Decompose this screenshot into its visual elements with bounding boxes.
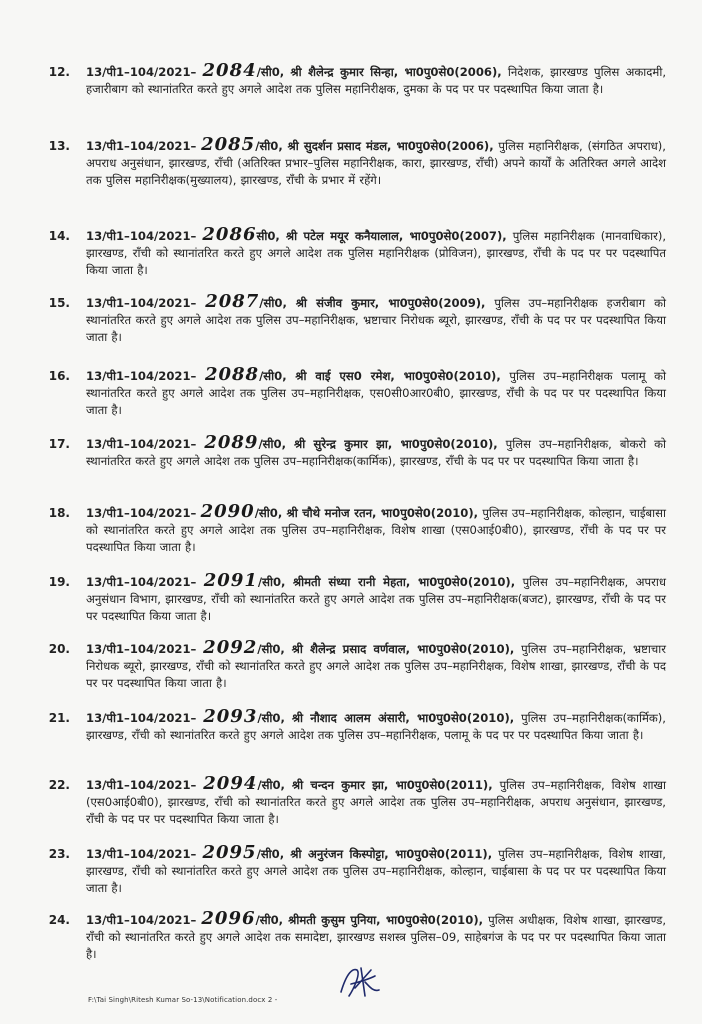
item-body: पुलिस अधीक्षक, विशेष शाखा, झारखण्ड, राँची को स्थानांतरित करते हुए अगले आदेश तक समादेष्टा, झारखण्ड सशस्त्र पुलिस–09, साहेबगंज के पद पर पर पदस्थापित किया जाता है। [86,913,667,962]
memo-suffix: /सी0, [258,437,286,451]
item-text [86,60,667,98]
memo-suffix: /सी0, [257,778,285,792]
list-item [48,134,666,190]
handwritten-number: 2085 [201,134,256,155]
item-number: 20. [48,642,70,656]
handwritten-number: 2090 [200,501,255,522]
list-item [48,773,667,829]
item-body: पुलिस उप–महानिरीक्षक, विशेष शाखा, झारखण्ड, राँची को स्थानांतरित करते हुए अगले आदेश तक पुलिस उप–महानिरीक्षक, कोल्हान, चाईबासा के पद पर पर पदस्थापित किया जाता है। [86,847,666,896]
item-body: निदेशक, झारखण्ड पुलिस अकादमी, हजारीबाग को स्थानांतरित करते हुए अगले आदेश तक पुलिस महानिरीक्षक, दुमका के पद पर पर पदस्थापित किया जाता है। [86,65,667,97]
item-body: पुलिस उप–महानिरीक्षक पलामू को स्थानांतरित करते हुए अगले आदेश तक पुलिस उप–महानिरीक्षक, एस0सी0आर0बी0, झारखण्ड, राँची के पद पर पर पदस्थापित किया जाता है। [86,369,667,418]
item-body: पुलिस महानिरीक्षक, (संगठित अपराध), अपराध अनुसंधान, झारखण्ड, राँची (अतिरिक्त प्रभार–पुलिस महानिरीक्षक, कारा, झारखण्ड, राँची) अपने कार्यों के अतिरिक्त अगले आदेश तक पुलिस महानिरीक्षक(मुख्यालय), झारखण्ड, राँची के प्रभार में रहेंगे। [86,139,666,188]
handwritten-number: 2095 [202,842,257,863]
list-item [48,364,667,420]
item-text [86,908,667,964]
list-item [48,60,667,98]
list-item [48,706,666,744]
memo-reference: 13/पी1–104/2021– [86,575,197,589]
list-item [48,637,667,693]
memo-reference: 13/पी1–104/2021– [86,913,197,927]
file-path-footer: F:\Tai Singh\Ritesh Kumar So-13\Notification.docx 2 - [88,996,278,1004]
memo-suffix: /सी0, [259,296,287,310]
officer-name: श्री चन्दन कुमार झा, भा0पु0से0(2011), [291,778,493,792]
memo-suffix: /सी0, [256,65,285,79]
officer-name: श्री संजीव कुमार, भा0पु0से0(2009), [295,296,486,310]
item-text [86,706,666,744]
memo-suffix: /सी0, [257,711,285,725]
memo-reference: 13/पी1–104/2021– [86,847,197,861]
handwritten-number: 2087 [205,291,260,312]
item-text [86,637,667,693]
item-body: पुलिस उप–महानिरीक्षक, अपराध अनुसंधान विभाग, झारखण्ड, राँची को स्थानांतरित करते हुए अगले आदेश तक पुलिस उप–महानिरीक्षक(बजट), झारखण्ड, राँची के पद पर पर पदस्थापित किया जाता है। [86,575,666,624]
memo-suffix: /सी0, [259,369,287,383]
list-item [48,570,666,626]
officer-name: श्री अनुरंजन किस्पोट्टा, भा0पु0से0(2011), [290,847,493,861]
memo-suffix: /सी0, [256,847,285,861]
memo-suffix: /सी0, [255,139,283,153]
memo-reference: 13/पी1–104/2021– [86,369,197,383]
memo-reference: 13/पी1–104/2021– [86,139,197,153]
item-number: 12. [48,65,70,79]
item-body: पुलिस उप–महानिरीक्षक, भ्रष्टाचार निरोधक ब्यूरो, झारखण्ड, राँची को स्थानांतरित करते हुए अगले आदेश तक पुलिस उप–महानिरीक्षक, विशेष शाखा, झारखण्ड, राँची के पद पर पर पदस्थापित किया जाता है। [86,642,667,691]
officer-name: श्री पटेल मयूर कनैयालाल, भा0पु0से0(2007), [285,229,507,243]
item-number: 14. [48,229,70,243]
list-item [48,501,666,557]
item-text [86,570,666,626]
list-item [48,842,666,898]
item-body: पुलिस उप–महानिरीक्षक हजरीबाग को स्थानांतरित करते हुए अगले आदेश तक पुलिस उप–महानिरीक्षक, भ्रष्टाचार निरोधक ब्यूरो, झारखण्ड, राँची के पद पर पर पदस्थापित किया जाता है। [86,296,666,345]
memo-suffix: /सी0, [257,642,285,656]
handwritten-number: 2084 [202,60,257,81]
officer-name: श्री चौथे मनोज रतन, भा0पु0से0(2010), [286,506,479,520]
officer-name: श्री वाई एस0 रमेश, भा0पु0से0(2010), [295,369,501,383]
item-text [86,224,667,280]
item-text [86,773,667,829]
item-number: 13. [48,139,70,153]
item-number: 17. [48,437,70,451]
memo-suffix: /सी0, [255,913,284,927]
handwritten-number: 2091 [203,570,258,591]
officer-name: श्रीमती संध्या रानी मेहता, भा0पु0से0(2010), [292,575,516,589]
item-body: पुलिस उप–महानिरीक्षक, विशेष शाखा (एस0आई0बी0), झारखण्ड, राँची को स्थानांतरित करते हुए अगले आदेश तक पुलिस उप–महानिरीक्षक, अपराध अनुसंधान, झारखण्ड, राँची के पद पर पर पदस्थापित किया जाता है। [86,778,667,827]
officer-name: श्रीमती कुसुम पुनिया, भा0पु0से0(2010), [288,913,484,927]
signature-mark [335,962,383,1002]
memo-suffix: सी0, [256,229,280,243]
item-text [86,842,666,898]
item-number: 24. [48,913,70,927]
list-item [48,908,667,964]
handwritten-number: 2094 [203,773,258,794]
handwritten-number: 2093 [203,706,258,727]
handwritten-number: 2092 [203,637,258,658]
officer-name: श्री सुरेन्द्र कुमार झा, भा0पु0से0(2010), [293,437,498,451]
handwritten-number: 2088 [204,364,260,385]
memo-reference: 13/पी1–104/2021– [86,437,197,451]
officer-name: श्री नौशाद आलम अंसारी, भा0पु0से0(2010), [291,711,515,725]
item-text [86,291,666,347]
item-number: 16. [48,369,70,383]
memo-suffix: /सी0, [257,575,286,589]
handwritten-number: 2096 [201,908,256,929]
item-body: पुलिस उप–महानिरीक्षक(कार्मिक), झारखण्ड, राँची को स्थानांतरित करते हुए अगले आदेश तक पुलिस उप–महानिरीक्षक, पलामू के पद पर पर पदस्थापित किया जाता है। [86,711,666,743]
officer-name: श्री शैलेन्द्र कुमार सिन्हा, भा0पु0से0(2006), [290,65,502,79]
memo-suffix: /सी0, [254,506,283,520]
list-item [48,291,666,347]
item-text [86,134,666,190]
memo-reference: 13/पी1–104/2021– [86,642,197,656]
memo-reference: 13/पी1–104/2021– [86,229,197,243]
officer-name: श्री सुदर्शन प्रसाद मंडल, भा0पु0से0(2006), [287,139,494,153]
handwritten-number: 2089 [204,432,259,453]
item-number: 22. [48,778,70,792]
item-body: पुलिस महानिरीक्षक (मानवाधिकार), झारखण्ड, राँची को स्थानांतरित करते हुए अगले आदेश तक पुलिस महानिरीक्षक (प्रोविजन), झारखण्ड, राँची के पद पर पर पदस्थापित किया जाता है। [86,229,667,278]
item-text [86,364,667,420]
item-body: पुलिस उप–महानिरीक्षक, कोल्हान, चाईबासा को स्थानांतरित करते हुए अगले आदेश तक पुलिस उप–महानिरीक्षक, विशेष शाखा (एस0आई0बी0), झारखण्ड, राँची के पद पर पर पदस्थापित किया जाता है। [86,506,666,555]
list-item [48,432,667,470]
officer-name: श्री शैलेन्द्र प्रसाद वर्णवाल, भा0पु0से0(2010), [291,642,515,656]
handwritten-number: 2086 [202,224,257,245]
item-text [86,432,667,470]
memo-reference: 13/पी1–104/2021– [86,296,197,310]
memo-reference: 13/पी1–104/2021– [86,711,197,725]
item-number: 18. [48,506,70,520]
item-number: 23. [48,847,70,861]
list-item [48,224,667,280]
item-body: पुलिस उप–महानिरीक्षक, बोकरो को स्थानांतरित करते हुए अगले आदेश तक पुलिस उप–महानिरीक्षक(कार्मिक), झारखण्ड, राँची के पद पर पर पदस्थापित किया जाता है। [86,437,667,469]
item-number: 21. [48,711,70,725]
item-text [86,501,666,557]
memo-reference: 13/पी1–104/2021– [86,65,197,79]
item-number: 15. [48,296,70,310]
memo-reference: 13/पी1–104/2021– [86,778,197,792]
item-number: 19. [48,575,70,589]
memo-reference: 13/पी1–104/2021– [86,506,197,520]
